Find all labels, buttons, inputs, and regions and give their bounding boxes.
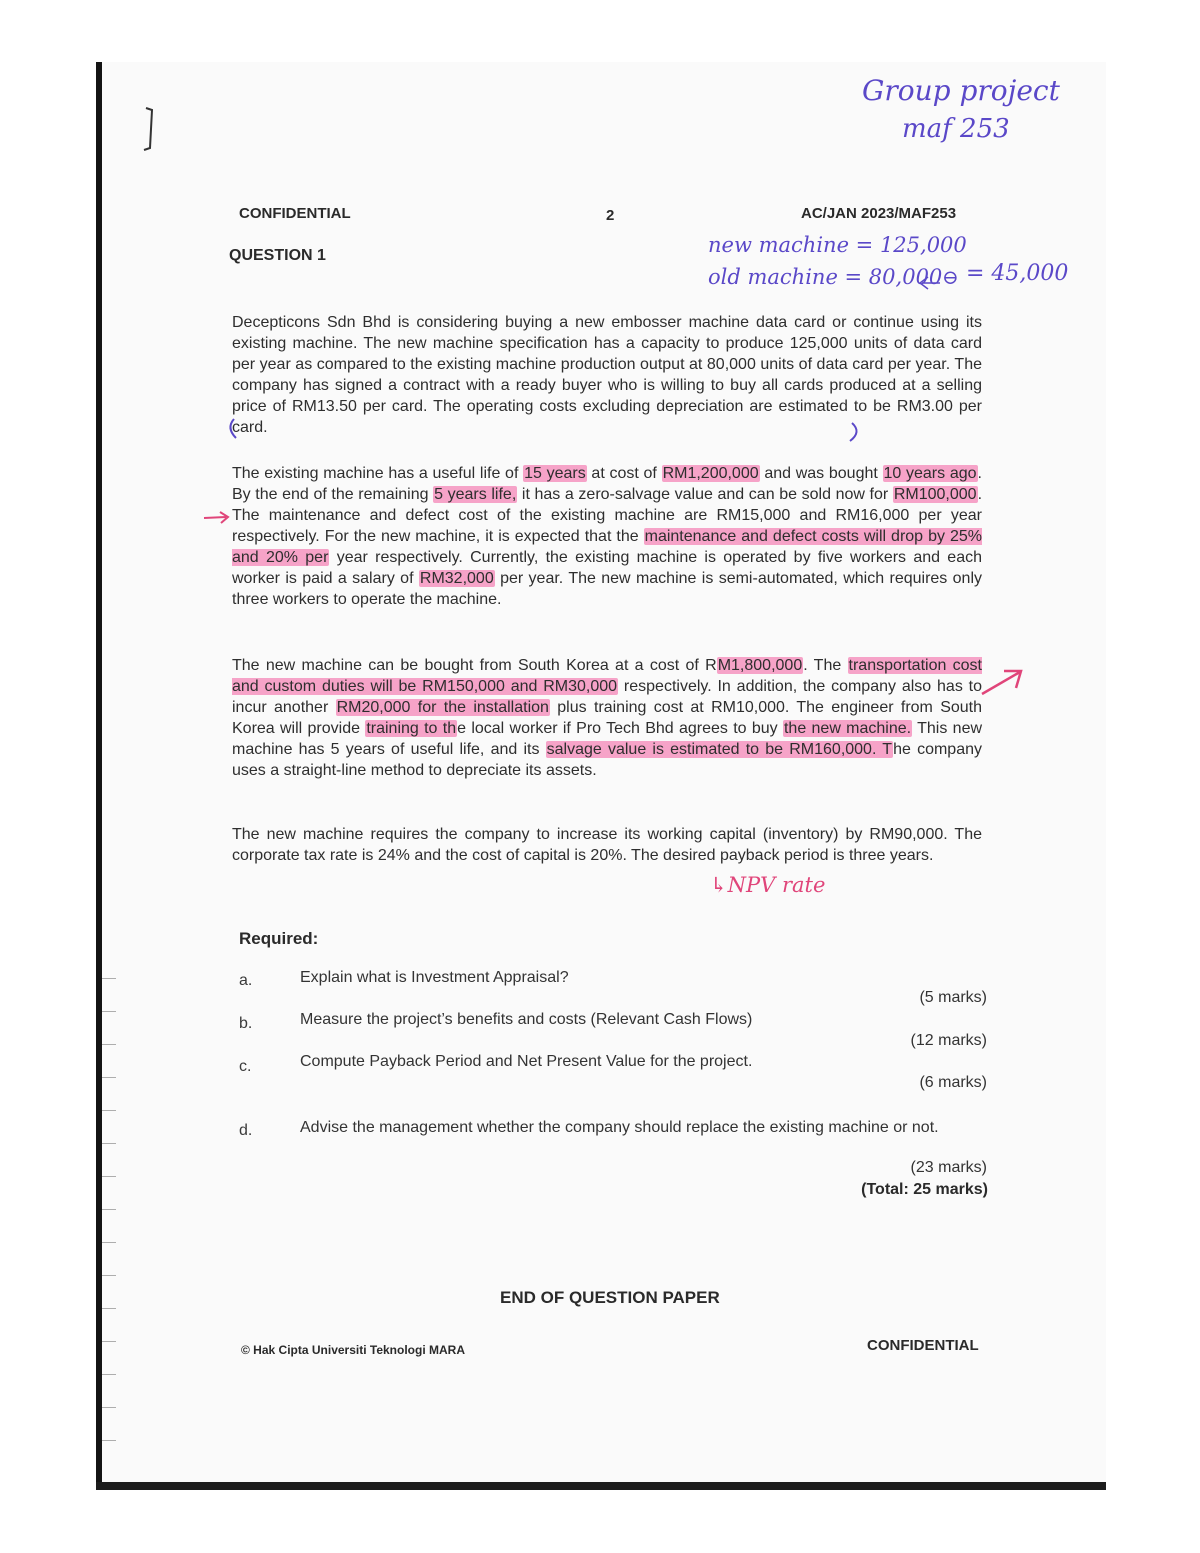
total-marks: (Total: 25 marks) (861, 1181, 988, 1198)
required-item-marks: (12 marks) (910, 1032, 987, 1049)
highlight: salvage value is estimated to be RM160,000. T (546, 741, 893, 758)
highlight: 15 years (524, 465, 586, 482)
paragraph-3 (232, 655, 982, 781)
highlight: RM100,000 (893, 486, 977, 503)
p1-text: Decepticons Sdn Bhd is considering buying a new embosser machine data card or continue using its existing machine. The new machine specification has a capacity to produce 125,000 units of data card per year as compared to the existing machine production output at 80,000 units of data card per year. The company has signed a contract with a ready buyer who is willing to buy all cards produced at a selling price of RM13.50 per card. The operating costs excluding depreciation are estimated to be RM3.00 per card. (232, 314, 982, 436)
highlight: RM32,000 (419, 570, 494, 587)
handwritten-course: maf 253 (902, 114, 1010, 144)
p3-text: he company uses a straight-line method to depreciate its assets. (232, 741, 983, 779)
required-item-marks: (5 marks) (919, 989, 987, 1006)
header-confidential: CONFIDENTIAL (239, 205, 351, 222)
highlight: 5 years life, (434, 486, 517, 503)
paragraph-4 (232, 824, 982, 866)
handwritten-old-machine: old machine = 80,000 (708, 265, 943, 289)
p2-text: . The maintenance and defect cost of the existing machine are RM15,000 and RM16,000 per year respectively. For the new machine, it is expected that the (232, 486, 983, 545)
p3-text: respectively. In addition, the company also has to incur another (232, 678, 983, 716)
p3-text: plus training cost at RM10,000. The engineer from South Korea will provide (232, 699, 983, 737)
highlight: the new machine. (783, 720, 912, 737)
required-item-text: Advise the management whether the company should replace the existing machine or not. (300, 1119, 939, 1136)
up-right-arrow-mark (982, 671, 1021, 694)
highlight: transportation cost and custom duties will be RM150,000 and RM30,000 (232, 657, 983, 695)
required-item-marks: (23 marks) (910, 1159, 987, 1176)
required-item-text: Measure the project’s benefits and costs (Relevant Cash Flows) (300, 1011, 753, 1028)
header-page-number: 2 (606, 207, 615, 224)
p2-text: at cost of (586, 465, 662, 482)
question-title: QUESTION 1 (229, 247, 326, 264)
required-title: Required: (239, 929, 319, 948)
required-item-letter: d. (239, 1122, 253, 1139)
p2-text: per year. The new machine is semi-automated, which requires only three workers to operate the machine. (232, 570, 983, 608)
handwritten-npv-note: ↳NPV rate (710, 873, 826, 897)
required-item-text: Explain what is Investment Appraisal? (300, 969, 569, 986)
highlight: RM1,200,000 (662, 465, 759, 482)
highlight: 10 years ago (883, 465, 977, 482)
p2-text: year respectively. Currently, the existing machine is operated by five workers and each worker is paid a salary of (232, 549, 983, 587)
highlight: maintenance and defect costs will drop by 25% and 20% per (232, 528, 982, 566)
highlight: training to th (366, 720, 457, 737)
header-code: AC/JAN 2023/MAF253 (801, 205, 957, 222)
paragraph-2 (232, 463, 982, 610)
p2-text: The existing machine has a useful life of (232, 465, 524, 482)
copyright: © Hak Cipta Universiti Teknologi MARA (241, 1343, 465, 1357)
handwritten-difference: = 45,000 (966, 261, 1069, 286)
p3-text: e local worker if Pro Tech Bhd agrees to buy (457, 720, 783, 737)
p2-text: it has a zero-salvage value and can be sold now for (517, 486, 893, 503)
required-item-letter: b. (239, 1015, 253, 1032)
p3-text: This new machine has 5 years of useful life, and its (232, 720, 983, 758)
required-item-letter: c. (239, 1058, 252, 1075)
minus-circle-icon: ⊖ (942, 265, 959, 289)
left-arrow-mark (204, 512, 228, 523)
p3-text: . The (803, 657, 848, 674)
p3-text: The new machine can be bought from South Korea at a cost of R (232, 657, 717, 674)
handwritten-new-machine: new machine = 125,000 (708, 233, 967, 257)
required-item-marks: (6 marks) (919, 1074, 987, 1091)
required-item-letter: a. (239, 972, 253, 989)
highlight: M1,800,000 (717, 657, 803, 674)
footer-confidential: CONFIDENTIAL (867, 1337, 979, 1354)
p2-text: . By the end of the remaining (232, 465, 982, 503)
required-item-text: Compute Payback Period and Net Present Value for the project. (300, 1053, 753, 1070)
highlight: RM20,000 for the installation (336, 699, 549, 716)
bracket-mark (144, 108, 152, 150)
paragraph-1 (232, 312, 982, 438)
handwritten-group-project: Group project (862, 74, 1060, 107)
end-of-paper: END OF QUESTION PAPER (500, 1288, 720, 1307)
p4-text: The new machine requires the company to increase its working capital (inventory) by RM90,000. The corporate tax rate is 24% and the cost of capital is 20%. The desired payback period is three years. (232, 826, 982, 864)
p2-text: and was bought (759, 465, 883, 482)
